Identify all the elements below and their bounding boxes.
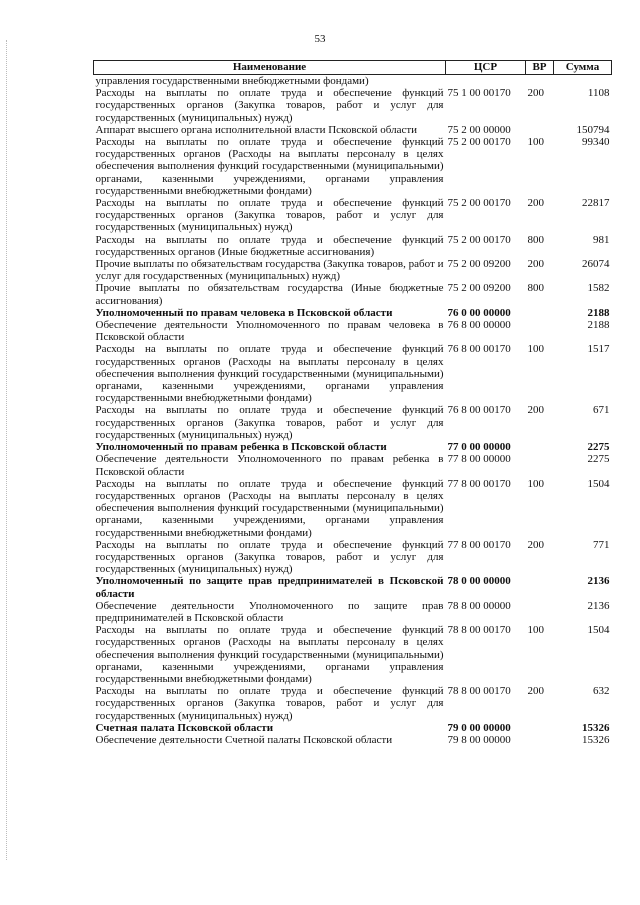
budget-table [93,60,612,746]
row-csr: 78 8 00 00170 [447,624,511,637]
row-vr: 200 [527,404,544,417]
table-row [94,478,612,539]
row-sum: 771 [593,538,610,551]
row-sum: 2275 [587,453,610,466]
row-sum: 981 [593,233,610,246]
row-vr [526,319,554,343]
row-vr: 100 [527,343,544,356]
row-name: Обеспечение деятельности Уполномоченного по защите прав предпринимателей в Псковской области [95,599,444,624]
table-row [94,307,612,319]
row-sum: 2188 [587,319,610,332]
table-row [94,136,612,197]
row-csr: 75 2 00 09200 [447,258,511,271]
binding-edge [6,40,8,860]
row-sum: 15326 [582,733,610,746]
row-vr [526,307,554,319]
table-row [94,722,612,734]
row-name: Расходы на выплаты по оплате труда и обеспечение функций государственных органов (Расходы на выплаты персоналу в целях обеспечения выполнения функций государственными (муниципальными) органами, казенными учреждениями, органами управления государственными внебюджетными фондами) [95,136,444,197]
row-sum: 1582 [587,282,610,295]
row-vr: 200 [527,538,544,551]
row-sum: 1504 [587,477,610,490]
row-sum: 671 [593,404,610,417]
row-name: управления государственными внебюджетными фондами) [95,75,369,87]
row-name: Уполномоченный по защите прав предпринимателей в Псковской области [95,575,444,600]
row-sum: 2136 [587,599,610,612]
row-name: Расходы на выплаты по оплате труда и обеспечение функций государственных органов (Закупка товаров, работ и услуг для государственных (муниципальных) нужд) [95,685,444,722]
row-csr: 75 2 00 00000 [447,123,511,136]
row-sum: 26074 [582,258,610,271]
row-name: Прочие выплаты по обязательствам государства (Иные бюджетные ассигнования) [95,282,444,307]
table-row [94,282,612,306]
row-vr [526,441,554,453]
row-sum: 15326 [582,721,610,734]
row-sum: 632 [593,685,610,698]
row-name: Расходы на выплаты по оплате труда и обеспечение функций государственных органов (Закупка товаров, работ и услуг для государственных (муниципальных) нужд) [95,87,444,124]
table-row [94,404,612,441]
table-row [94,124,612,136]
table-row [94,575,612,599]
row-csr: 76 8 00 00170 [447,404,511,417]
row-name: Расходы на выплаты по оплате труда и обеспечение функций государственных органов (Расходы на выплаты персоналу в целях обеспечения выполнения функций государственными (муниципальными) органами, казенными учреждениями, органами управления государственными внебюджетными фондами) [95,477,444,539]
row-vr: 100 [527,136,544,149]
row-csr: 78 8 00 00000 [447,599,511,612]
table-row [94,87,612,124]
row-csr: 77 8 00 00000 [447,453,511,466]
table-row [94,441,612,453]
row-csr: 78 8 00 00170 [447,685,511,698]
table-body [94,75,612,747]
row-csr: 76 8 00 00000 [447,319,511,332]
row-sum: 2275 [587,441,610,454]
row-vr: 200 [527,258,544,271]
row-vr [526,734,554,746]
row-vr: 200 [527,197,544,210]
header-name: Наименование [94,61,446,75]
table-row [94,624,612,685]
page-number: 53 [314,33,326,45]
table-row [94,75,612,88]
row-sum: 1108 [587,87,610,100]
row-csr [446,75,526,88]
row-sum: 1504 [587,624,610,637]
row-sum: 2136 [587,575,610,588]
row-csr: 75 2 00 00170 [447,233,511,246]
row-csr: 76 0 00 00000 [447,306,511,319]
row-vr: 800 [527,233,544,246]
row-sum: 2188 [587,306,610,319]
row-csr: 79 8 00 00000 [447,733,511,746]
row-sum [554,75,612,88]
row-csr: 76 8 00 00170 [447,343,511,356]
row-name: Расходы на выплаты по оплате труда и обеспечение функций государственных органов (Расходы на выплаты персоналу в целях обеспечения выполнения функций государственными (муниципальными) органами, казенными учреждениями, органами управления государственными внебюджетными фондами) [95,624,444,685]
row-sum: 1517 [587,343,610,356]
table-row [94,197,612,234]
table-row [94,539,612,576]
table-row [94,343,612,404]
row-csr: 75 1 00 00170 [447,87,511,100]
table-row [94,600,612,624]
row-csr: 77 8 00 00170 [447,477,511,490]
row-name: Расходы на выплаты по оплате труда и обеспечение функций государственных органов (Расходы на выплаты персоналу в целях обеспечения выполнения функций государственными (муниципальными) органами, казенными учреждениями, органами управления государственными внебюджетными фондами) [95,343,444,405]
row-vr: 100 [527,624,544,637]
row-csr: 77 8 00 00170 [447,538,511,551]
row-vr: 200 [527,685,544,698]
row-csr: 79 0 00 00000 [447,721,511,734]
row-name: Обеспечение деятельности Уполномоченного по правам ребенка в Псковской области [95,453,444,478]
row-name: Расходы на выплаты по оплате труда и обеспечение функций государственных органов (Закупка товаров, работ и услуг для государственных (муниципальных) нужд) [95,197,444,234]
row-name: Расходы на выплаты по оплате труда и обеспечение функций государственных органов (Закупка товаров, работ и услуг для государственных (муниципальных) нужд) [95,538,444,576]
row-name: Уполномоченный по правам ребенка в Псковской области [95,441,387,454]
row-vr [526,75,554,88]
row-vr: 200 [527,87,544,100]
row-name: Аппарат высшего органа исполнительной власти Псковской области [95,123,418,136]
row-vr: 800 [527,282,544,295]
row-name: Расходы на выплаты по оплате труда и обеспечение функций государственных органов (Закупка товаров, работ и услуг для государственных (муниципальных) нужд) [95,404,444,441]
table-row [94,685,612,722]
row-name: Счетная палата Псковской области [95,721,274,734]
row-vr [526,575,554,599]
row-csr: 75 2 00 09200 [447,282,511,295]
row-csr: 77 0 00 00000 [447,441,511,454]
row-name: Уполномоченный по правам человека в Псковской области [95,306,393,319]
table-row [94,234,612,258]
header-sum: Сумма [554,61,612,75]
row-sum: 22817 [582,197,610,210]
row-vr [526,453,554,477]
row-vr: 100 [527,477,544,490]
row-vr [526,124,554,136]
row-csr: 75 2 00 00170 [447,136,511,149]
row-vr [526,722,554,734]
row-csr: 75 2 00 00170 [447,197,511,210]
row-vr [526,600,554,624]
row-csr: 78 0 00 00000 [447,575,511,588]
row-sum: 150794 [576,123,610,136]
header-vr: ВР [526,61,554,75]
row-name: Расходы на выплаты по оплате труда и обеспечение функций государственных органов (Иные бюджетные ассигнования) [95,233,444,258]
table-row [94,734,612,746]
row-name: Обеспечение деятельности Счетной палаты Псковской области [95,733,393,746]
header-csr: ЦСР [446,61,526,75]
row-sum: 99340 [582,136,610,149]
header-row [94,61,612,75]
table-header [94,61,612,75]
table-row [94,319,612,343]
table-row [94,453,612,477]
row-name: Прочие выплаты по обязательствам государства (Закупка товаров, работ и услуг для государственных (муниципальных) нужд) [95,258,444,283]
row-name: Обеспечение деятельности Уполномоченного по правам человека в Псковской области [95,319,444,344]
table-row [94,258,612,282]
